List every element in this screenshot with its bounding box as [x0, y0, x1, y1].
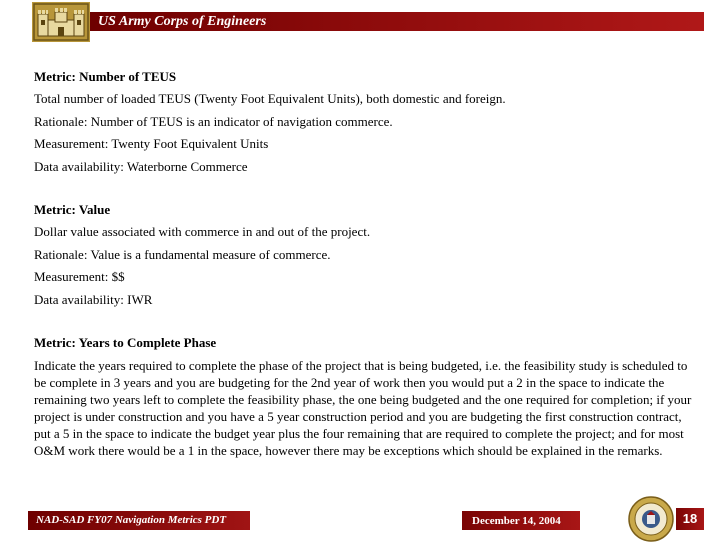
section-line: Measurement: $$: [34, 269, 125, 285]
footer-title-banner: [28, 511, 250, 530]
section-heading: Metric: Value: [34, 202, 111, 218]
section-heading: Metric: Number of TEUS: [34, 69, 177, 84]
section-line: Data availability: IWR: [34, 291, 153, 307]
section-value: [34, 199, 694, 311]
section-heading: Metric: Years to Complete Phase: [34, 335, 217, 351]
section-years: [34, 332, 694, 459]
header-title: US Army Corps of Engineers: [98, 14, 267, 29]
castle-logo-icon: [32, 2, 90, 42]
section-paragraph: Indicate the years required to complete the phase of the project that is being budgeted, i.e. the feasibility study is scheduled to be complete in 3 years and you are budgeting for the 2nd year of work then you would put a 2 in the space to indicate the remaining two years left to complete the feasibility phase, the one being budgeted and the one required for completion; if your project is under construction and you have a 5 year construction period and you are budgeting the first construction contract, put a 5 in the space to indicate the budget year plus the four remaining that are required to complete the project; and for most O&M work there would be a 1 in the space, however there may be exceptions which should be explained in the remarks.: [34, 358, 692, 459]
header-banner: [90, 12, 704, 31]
section-line: Total number of loaded TEUS (Twenty Foot Equivalent Units), both domestic and foreign.: [34, 91, 506, 107]
section-line: Data availability: Waterborne Commerce: [34, 158, 248, 174]
section-line: Measurement: Twenty Foot Equivalent Units: [34, 136, 269, 152]
footer-title: NAD-SAD FY07 Navigation Metrics PDT: [36, 514, 227, 526]
section-teus: [34, 66, 694, 178]
page-number: 18: [682, 511, 698, 526]
footer-date-banner: [462, 511, 580, 530]
section-line: Dollar value associated with commerce in and out of the project.: [34, 224, 371, 240]
page-number-badge: [676, 508, 704, 530]
footer-date: December 14, 2004: [472, 515, 561, 527]
army-seal-icon: [628, 496, 674, 542]
slide-content: [34, 66, 694, 459]
section-line: Rationale: Value is a fundamental measure of commerce.: [34, 246, 331, 262]
section-line: Rationale: Number of TEUS is an indicator of navigation commerce.: [34, 113, 393, 129]
